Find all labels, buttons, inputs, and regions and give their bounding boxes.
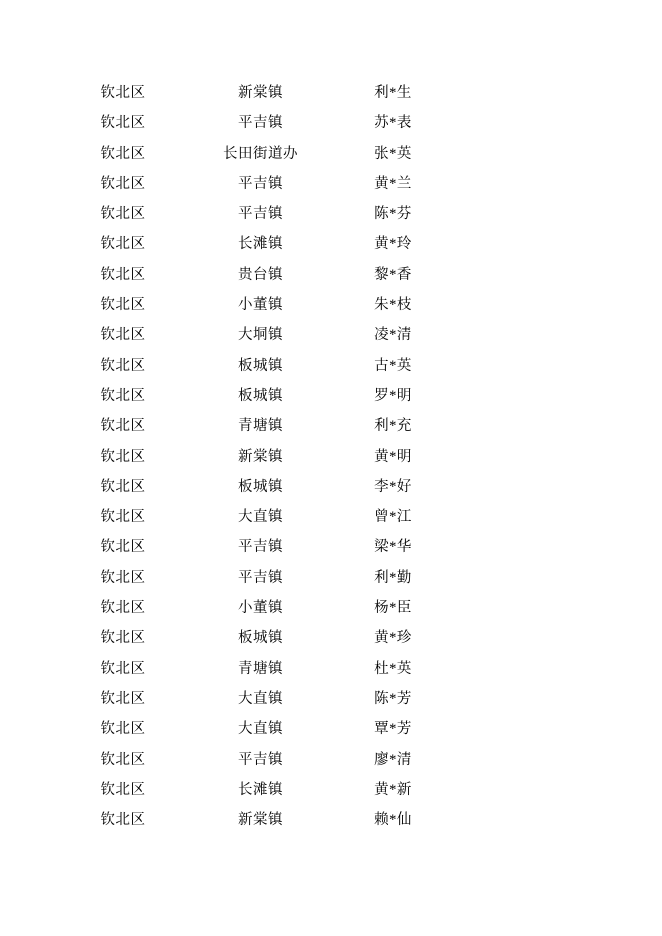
cell-district: 钦北区 — [100, 569, 146, 586]
row-left-margin — [0, 714, 58, 744]
row-left-margin — [0, 805, 58, 835]
row-left-margin — [0, 139, 58, 169]
row-left-margin — [0, 320, 58, 350]
cell-town: 板城镇 — [238, 478, 283, 495]
cell-town: 大直镇 — [238, 509, 283, 526]
row-left-margin — [0, 563, 58, 593]
row-left-margin — [0, 260, 58, 290]
cell-district: 钦北区 — [100, 630, 146, 647]
cell-name: 黄*明 — [374, 448, 412, 465]
cell-name: 黄*珍 — [374, 630, 412, 647]
table-row — [0, 805, 453, 835]
cell-town: 平吉镇 — [238, 539, 283, 556]
cell-district: 钦北区 — [100, 781, 146, 798]
cell-town: 平吉镇 — [238, 115, 283, 132]
cell-town: 长滩镇 — [238, 781, 283, 798]
table-row — [0, 381, 453, 411]
cell-district: 钦北区 — [100, 690, 146, 707]
row-left-margin — [0, 775, 58, 805]
row-left-margin — [0, 745, 58, 775]
cell-town: 青塘镇 — [238, 660, 283, 677]
cell-name: 杨*臣 — [374, 600, 412, 617]
table-row — [0, 108, 453, 138]
cell-name: 陈*芬 — [374, 206, 412, 223]
cell-name: 李*好 — [374, 478, 412, 495]
table-row — [0, 199, 453, 229]
cell-name: 凌*清 — [374, 327, 412, 344]
cell-town: 大直镇 — [238, 721, 283, 738]
row-left-margin — [0, 442, 58, 472]
cell-town: 新棠镇 — [238, 812, 283, 829]
cell-town: 新棠镇 — [238, 448, 283, 465]
cell-town: 青塘镇 — [238, 418, 283, 435]
cell-district: 钦北区 — [100, 387, 146, 404]
row-left-margin — [0, 532, 58, 562]
table-row — [0, 502, 453, 532]
cell-name: 杜*英 — [374, 660, 412, 677]
cell-name: 梁*华 — [374, 539, 412, 556]
cell-town: 平吉镇 — [238, 206, 283, 223]
cell-town: 大垌镇 — [238, 327, 283, 344]
table-row — [0, 745, 453, 775]
row-left-margin — [0, 472, 58, 502]
cell-name: 利*充 — [374, 418, 412, 435]
table-row — [0, 563, 453, 593]
cell-district: 钦北区 — [100, 357, 146, 374]
cell-town: 板城镇 — [238, 630, 283, 647]
cell-town: 长滩镇 — [238, 236, 283, 253]
cell-district: 钦北区 — [100, 85, 146, 101]
row-left-margin — [0, 654, 58, 684]
cell-town: 平吉镇 — [238, 569, 283, 586]
table-row — [0, 290, 453, 320]
cell-district: 钦北区 — [100, 478, 146, 495]
row-left-margin — [0, 108, 58, 138]
cell-town: 新棠镇 — [238, 85, 283, 101]
table-row — [0, 260, 453, 290]
cell-name: 朱*枝 — [374, 297, 412, 314]
cell-town: 平吉镇 — [238, 175, 283, 192]
table-row — [0, 411, 453, 441]
cell-district: 钦北区 — [100, 721, 146, 738]
table-row — [0, 714, 453, 744]
cell-name: 赖*仙 — [374, 812, 412, 829]
cell-town: 板城镇 — [238, 357, 283, 374]
table-row — [0, 472, 453, 502]
cell-name: 黄*新 — [374, 781, 412, 798]
cell-name: 利*勤 — [374, 569, 412, 586]
cell-name: 陈*芳 — [374, 690, 412, 707]
row-left-margin — [0, 593, 58, 623]
cell-name: 张*英 — [374, 145, 412, 162]
cell-district: 钦北区 — [100, 266, 146, 283]
cell-name: 覃*芳 — [374, 721, 412, 738]
row-left-margin — [0, 502, 58, 532]
cell-name: 黄*玲 — [374, 236, 412, 253]
cell-town: 长田街道办 — [223, 145, 298, 162]
row-left-margin — [0, 623, 58, 653]
row-left-margin — [0, 229, 58, 259]
table-row — [0, 532, 453, 562]
cell-district: 钦北区 — [100, 509, 146, 526]
records-table — [0, 78, 453, 835]
table-row — [0, 593, 453, 623]
cell-name: 曾*江 — [374, 509, 412, 526]
row-left-margin — [0, 351, 58, 381]
cell-district: 钦北区 — [100, 206, 146, 223]
cell-district: 钦北区 — [100, 297, 146, 314]
cell-district: 钦北区 — [100, 115, 146, 132]
cell-name: 苏*表 — [374, 115, 412, 132]
cell-name: 黄*兰 — [374, 175, 412, 192]
row-left-margin — [0, 199, 58, 229]
cell-district: 钦北区 — [100, 175, 146, 192]
cell-district: 钦北区 — [100, 600, 146, 617]
table-row — [0, 442, 453, 472]
cell-district: 钦北区 — [100, 660, 146, 677]
cell-district: 钦北区 — [100, 236, 146, 253]
table-row — [0, 684, 453, 714]
cell-name: 廖*清 — [374, 751, 412, 768]
cell-district: 钦北区 — [100, 539, 146, 556]
table-row — [0, 654, 453, 684]
cell-district: 钦北区 — [100, 812, 146, 829]
table-row — [0, 78, 453, 108]
table-row — [0, 623, 453, 653]
cell-town: 平吉镇 — [238, 751, 283, 768]
row-left-margin — [0, 411, 58, 441]
cell-name: 古*英 — [374, 357, 412, 374]
cell-district: 钦北区 — [100, 751, 146, 768]
cell-name: 黎*香 — [374, 266, 412, 283]
row-left-margin — [0, 684, 58, 714]
table-row — [0, 320, 453, 350]
cell-district: 钦北区 — [100, 418, 146, 435]
cell-town: 大直镇 — [238, 690, 283, 707]
cell-district: 钦北区 — [100, 448, 146, 465]
cell-town: 小董镇 — [238, 297, 283, 314]
row-left-margin — [0, 290, 58, 320]
row-left-margin — [0, 78, 58, 108]
cell-name: 利*生 — [374, 85, 412, 101]
cell-name: 罗*明 — [374, 387, 412, 404]
cell-district: 钦北区 — [100, 145, 146, 162]
row-left-margin — [0, 381, 58, 411]
table-row — [0, 775, 453, 805]
cell-town: 小董镇 — [238, 600, 283, 617]
cell-district: 钦北区 — [100, 327, 146, 344]
table-row — [0, 169, 453, 199]
table-row — [0, 351, 453, 381]
cell-town: 板城镇 — [238, 387, 283, 404]
cell-town: 贵台镇 — [238, 266, 283, 283]
table-row — [0, 139, 453, 169]
row-left-margin — [0, 169, 58, 199]
table-row — [0, 229, 453, 259]
